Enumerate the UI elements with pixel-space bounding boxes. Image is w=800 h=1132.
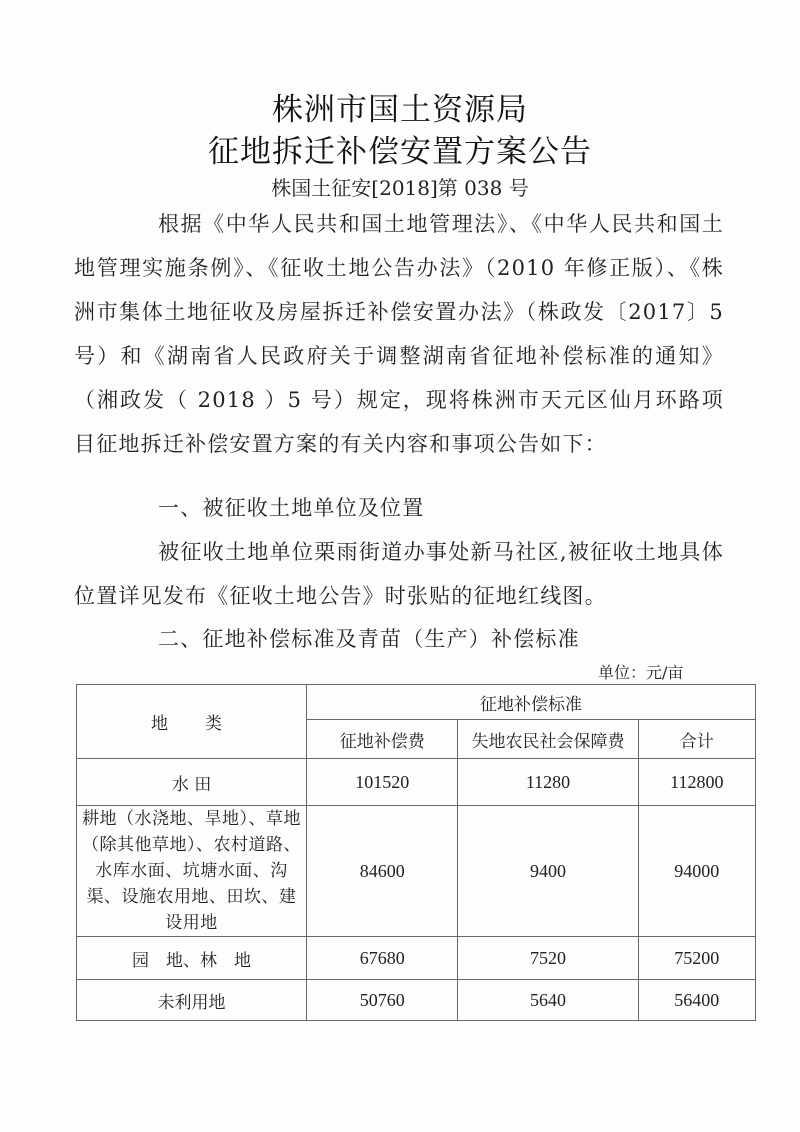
total-cell: 112800: [638, 759, 755, 806]
total-cell: 75200: [638, 937, 755, 980]
social-security-cell: 5640: [458, 980, 638, 1021]
header-land-type: 地 类: [77, 685, 307, 759]
total-cell: 94000: [638, 806, 755, 937]
document-number: 株国土征安[2018]第 038 号: [271, 176, 529, 200]
compensation-cell: 101520: [307, 759, 458, 806]
table-row: [77, 980, 756, 1021]
social-security-cell: 7520: [458, 937, 638, 980]
table-row: [77, 937, 756, 980]
land-type-cell: 未利用地: [77, 980, 307, 1021]
section1-paragraph: 被征收土地单位栗雨街道办事处新马社区,被征收土地具体位置详见发布《征收土地公告》时张贴的征地红线图。: [74, 540, 724, 608]
land-type-cell: 耕地（水浇地、旱地）、草地（除其他草地）、农村道路、水库水面、坑塘水面、沟渠、设施农用地、田坎、建设用地: [77, 806, 307, 937]
social-security-cell: 9400: [458, 806, 638, 937]
header-total: 合计: [638, 720, 755, 759]
compensation-cell: 50760: [307, 980, 458, 1021]
table-row: [77, 806, 756, 937]
header-compensation: 征地补偿费: [307, 720, 458, 759]
title-line-1: 株洲市国土资源局: [272, 92, 528, 128]
section1-heading: 一、被征收土地单位及位置: [158, 496, 425, 520]
compensation-table: [76, 684, 756, 1021]
table-header-row: [77, 685, 756, 720]
land-type-cell: 园 地、林 地: [77, 937, 307, 980]
title-line-2: 征地拆迁补偿安置方案公告: [208, 134, 592, 170]
unit-label: 单位：元/亩: [598, 663, 684, 682]
compensation-cell: 84600: [307, 806, 458, 937]
header-group: 征地补偿标准: [307, 685, 756, 720]
total-cell: 56400: [638, 980, 755, 1021]
land-type-cell: 水 田: [77, 759, 307, 806]
section2-heading: 二、征地补偿标准及青苗（生产）补偿标准: [158, 627, 580, 651]
social-security-cell: 11280: [458, 759, 638, 806]
header-social-security: 失地农民社会保障费: [458, 720, 638, 759]
intro-paragraph: 根据《中华人民共和国土地管理法》、《中华人民共和国土地管理实施条例》、《征收土地公告办法》（2010 年修正版）、《株洲市集体土地征收及房屋拆迁补偿安置办法》（株政发〔2017〕5 号）和《湖南省人民政府关于调整湖南省征地补偿标准的通知》（湘政发（ 2018 ）5 号）规定，现将株洲市天元区仙月环路项目征地拆迁补偿安置方案的有关内容和事项公告如下：: [74, 212, 724, 456]
table-row: [77, 759, 756, 806]
compensation-cell: 67680: [307, 937, 458, 980]
